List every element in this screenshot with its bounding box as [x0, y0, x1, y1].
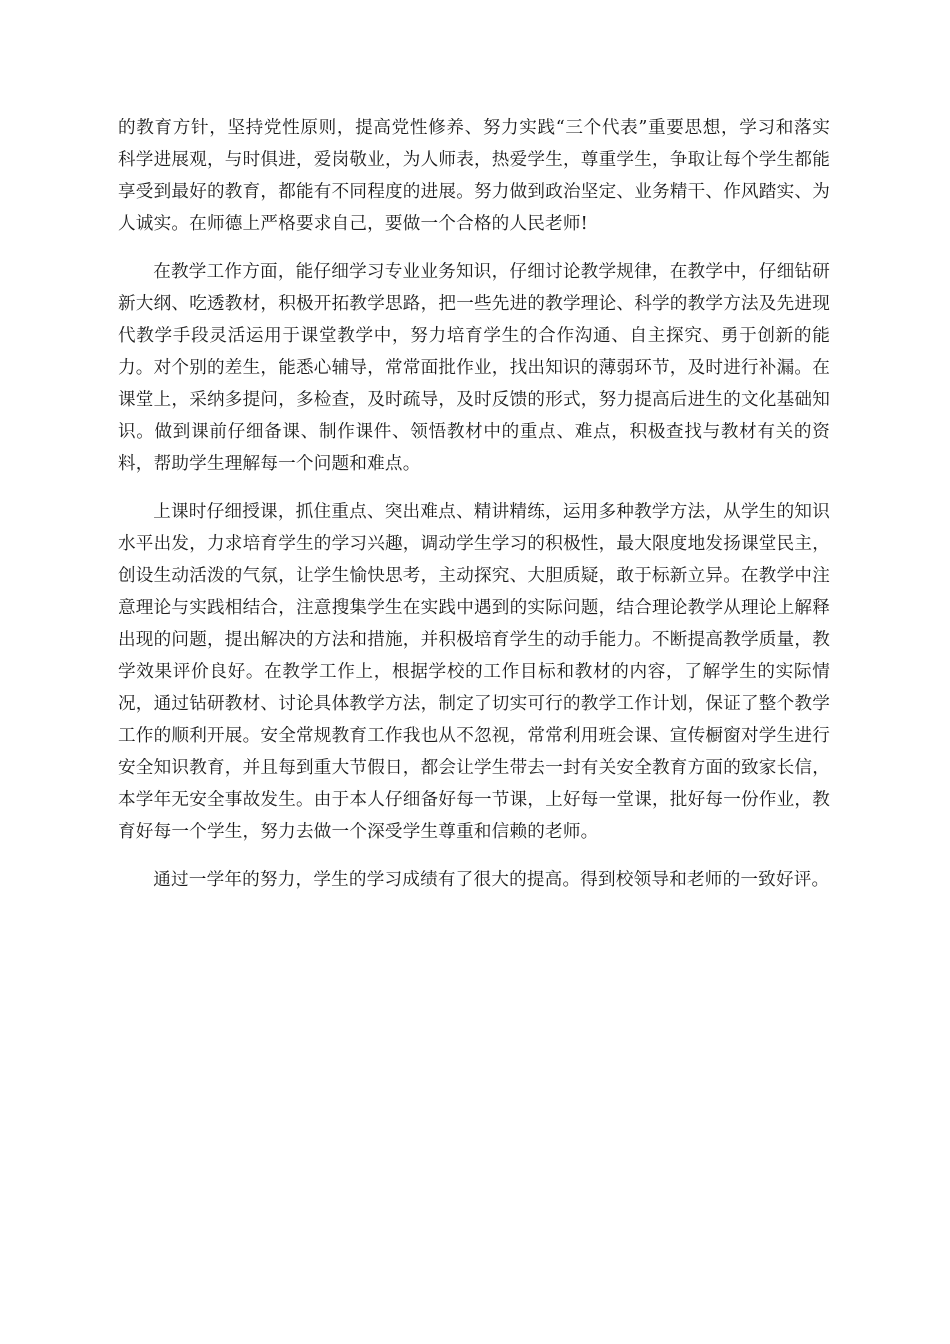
paragraph-3: 上课时仔细授课，抓住重点、突出难点、精讲精练，运用多种教学方法，从学生的知识水平出发，力求培育学生的学习兴趣，调动学生学习的积极性，最大限度地发扬课堂民主，创设生动活泼的气氛，让学生愉快思考，主动探究、大胆质疑，敢于标新立异。在教学中注意理论与实践相结合，注意搜集学生在实践中遇到的实际问题，结合理论教学从理论上解释出现的问题，提出解决的方法和措施，并积极培育学生的动手能力。不断提高教学质量，教学效果评价良好。在教学工作上，根据学校的工作目标和教材的内容，了解学生的实际情况，通过钻研教材、讨论具体教学方法，制定了切实可行的教学工作计划，保证了整个教学工作的顺利开展。安全常规教育工作我也从不忽视，常常利用班会课、宣传橱窗对学生进行安全知识教育，并且每到重大节假日，都会让学生带去一封有关安全教育方面的致家长信，本学年无安全事故发生。由于本人仔细备好每一节课，上好每一堂课，批好每一份作业，教育好每一个学生，努力去做一个深受学生尊重和信赖的老师。	[118, 502, 830, 842]
paragraph-2: 在教学工作方面，能仔细学习专业业务知识，仔细讨论教学规律，在教学中，仔细钻研新大纲、吃透教材，积极开拓教学思路，把一些先进的教学理论、科学的教学方法及先进现代教学手段灵活运用于课堂教学中，努力培育学生的合作沟通、自主探究、勇于创新的能力。对个别的差生，能悉心辅导，常常面批作业，找出知识的薄弱环节，及时进行补漏。在课堂上，采纳多提问，多检查，及时疏导，及时反馈的形式，努力提高后进生的文化基础知识。做到课前仔细备课、制作课件、领悟教材中的重点、难点，积极查找与教材有关的资料，帮助学生理解每一个问题和难点。	[118, 262, 830, 474]
paragraph-1: 的教育方针，坚持党性原则，提高党性修养、努力实践“三个代表”重要思想，学习和落实科学进展观，与时俱进，爱岗敬业，为人师表，热爱学生，尊重学生，争取让每个学生都能享受到最好的教育，都能有不同程度的进展。努力做到政治坚定、业务精干、作风踏实、为人诚实。在师德上严格要求自己，要做一个合格的人民老师!	[118, 118, 830, 234]
document-body	[118, 112, 830, 912]
paragraph-4: 通过一学年的努力，学生的学习成绩有了很大的提高。得到校领导和老师的一致好评。	[153, 870, 830, 890]
